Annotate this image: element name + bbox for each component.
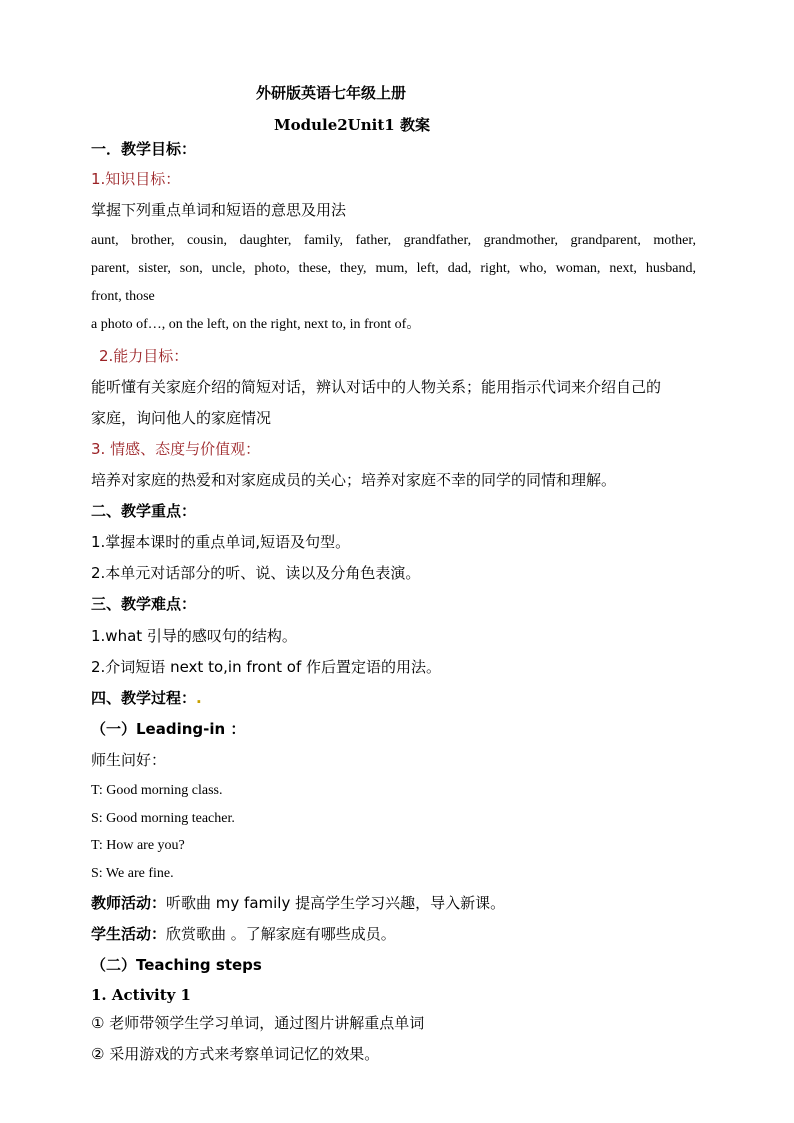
section-heading-objectives: 一．教学目标：: [91, 140, 197, 158]
section-heading-difficulties: 三、教学难点：: [91, 595, 197, 613]
document-subtitle: Module2Unit1 教案: [274, 116, 430, 134]
process-heading-text: 四、教学过程：: [91, 689, 197, 707]
teacher-activity: [91, 893, 505, 913]
student-activity-label: 学生活动：: [91, 925, 167, 943]
dialogue-line-2: S: Good morning teacher.: [91, 811, 235, 826]
key-point-1: 1.掌握本课时的重点单词,短语及句型。: [91, 533, 351, 551]
ability-objective-line-1: 能听懂有关家庭介绍的简短对话，辨认对话中的人物关系；能用指示代词来介绍自己的: [91, 378, 662, 396]
emotion-objective-heading: 3. 情感、态度与价值观：: [91, 440, 261, 458]
knowledge-objective-heading: 1.知识目标：: [91, 170, 181, 188]
process-heading-dot: .: [196, 689, 202, 707]
vocabulary-line-3: front, those: [91, 289, 155, 304]
vocabulary-line-2: parent, sister, son, uncle, photo, these, they, mum, left, dad, right, who, woman, next, husband,: [91, 261, 696, 276]
emotion-objective-text: 培养对家庭的热爱和对家庭成员的关心；培养对家庭不幸的同学的同情和理解。: [91, 471, 617, 489]
activity-step-2: ② 采用游戏的方式来考察单词记忆的效果。: [91, 1045, 380, 1063]
student-activity-text: 欣赏歌曲 。了解家庭有哪些成员。: [166, 925, 396, 943]
teaching-steps-heading: （二）Teaching steps: [91, 956, 262, 974]
leading-in-heading: （一）Leading-in ：: [91, 720, 246, 738]
dialogue-line-1: T: Good morning class.: [91, 783, 223, 798]
teacher-activity-label: 教师活动：: [91, 894, 167, 912]
dialogue-line-3: T: How are you?: [91, 838, 185, 853]
vocabulary-line-1: aunt, brother, cousin, daughter, family, father, grandfather, grandmother, grandparent, mother,: [91, 233, 696, 248]
student-activity: [91, 924, 396, 944]
section-heading-key-points: 二、教学重点：: [91, 502, 197, 520]
difficulty-1: 1.what 引导的感叹句的结构。: [91, 627, 297, 645]
activity-step-1: ① 老师带领学生学习单词，通过图片讲解重点单词: [91, 1014, 425, 1032]
difficulty-2: 2.介词短语 next to,in front of 作后置定语的用法。: [91, 658, 442, 676]
ability-objective-line-2: 家庭，询问他人的家庭情况: [91, 409, 272, 427]
document-title: 外研版英语七年级上册: [256, 84, 407, 102]
activity-1-heading: 1. Activity 1: [91, 986, 191, 1004]
knowledge-objective-intro: 掌握下列重点单词和短语的意思及用法: [91, 201, 347, 219]
ability-objective-heading: 2.能力目标：: [99, 347, 189, 365]
key-point-2: 2.本单元对话部分的听、说、读以及分角色表演。: [91, 564, 421, 582]
teacher-activity-text: 听歌曲 my family 提高学生学习兴趣，导入新课。: [166, 894, 506, 912]
dialogue-line-4: S: We are fine.: [91, 866, 174, 881]
greeting-label: 师生问好：: [91, 751, 167, 769]
section-heading-process: [91, 688, 202, 708]
phrases-line: a photo of…, on the left, on the right, next to, in front of。: [91, 317, 421, 332]
